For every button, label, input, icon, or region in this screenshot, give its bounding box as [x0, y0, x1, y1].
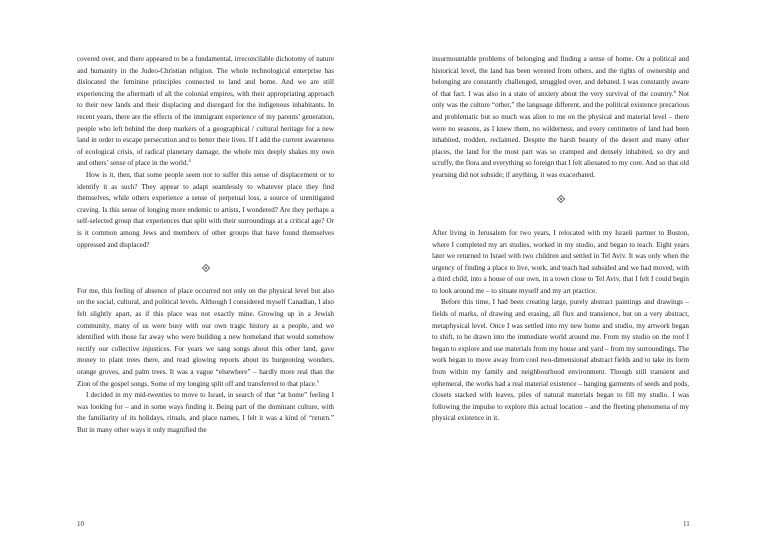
ornament-icon	[201, 264, 209, 272]
right-text-column	[432, 54, 689, 425]
section-divider	[77, 251, 334, 286]
footnote-marker: 5	[316, 378, 319, 384]
page-number: 11	[683, 520, 690, 528]
paragraph-left-3: For me, this feeling of absence of place occurred not only on the physical level but also on the social, cultural, and political levels. Although I considered myself Canadian, I also felt slightly apart, as if this place was not exactly mine. Growing up in a Jewish community, many of us were busy with our own tragic history as a people, and we identified with those far away who were building a new homeland that would somehow rectify our collective injustices. For years we sang songs about this other land, gave money to plant trees there, and read glowing reports about its burgeoning wonders, orange groves, and palm trees. It was a vague “elsewhere” – hardly more real than the Zion of the gospel songs. Some of my longing split off and transferred to that place.$^5$	[77, 286, 334, 388]
paragraph-left-2: How is it, then, that some people seem not to suffer this sense of displacement or to identify it as such? They appear to adapt seamlessly to whatever place they find themselves, while others experience a sense of perpetual loss, a source of unmitigated craving. Is this sense of longing more endemic to artists, I wondered? Are they perhaps a self-selected group that experiences that split with their surroundings at a critical age? Or is it common among Jews and members of other groups that have found themselves oppressed and displaced?	[77, 170, 334, 249]
right-page	[384, 0, 768, 552]
paragraph-left-4: I decided in my mid-twenties to move to Israel, in search of that “at home” feeling I was looking for – and in some ways finding it. Being part of the dominant culture, with the familiarity of its holidays, rituals, and place names, I felt it was a kind of “return.” But in many other ways it only magnified the	[77, 391, 334, 435]
paragraph-left-1: covered over, and there appeared to be a fundamental, irreconcilable dichotomy of nature and humanity in the Judeo-Christian religion. The whole technological enterprise has dislocated the feminine principles connected to land and home. And we are still experiencing the aftermath of all the colonial empires, with their appropriating approach to their new lands and their displacing and disregard for the indigenous inhabitants. In recent years, there are the effects of the immigrant experience of my parents’ generation, people who left behind the deep markers of a geographical / cultural heritage for a new land in order to escape persecution and to better their lives. If I add the current awareness of ecological crisis, of radical planetary damage, the whole mix deeply shakes my own and others’ sense of place in the world.$^4$	[77, 55, 334, 168]
section-divider	[432, 182, 689, 217]
paragraph-right-1: insurmountable problems of belonging and finding a sense of home. On a political and historical level, the land has been wrested from others, and the rights of ownership and belonging are constantly challenged, struggled over, and debated. I was constantly aware of that fact. I was also in a state of anxiety about the very survival of the country.$^6$ Not only was the culture “other,” the language different, and the political existence precarious and problematic but so much was alien to me on the physical and material level – there were no seasons, as I knew them, no wilderness, and every centimetre of land had been inhabited, trodden, reclaimed. Despite the harsh beauty of the desert and many other places, the land for the most part was so cramped and densely inhabited, so dry and scruffy, the flora and everything so foreign that I felt alienated to my core. And so that old yearning did not subside; if anything, it was exacerbated.	[432, 55, 689, 179]
footnote-marker: 6	[673, 88, 676, 94]
ornament-icon	[556, 195, 564, 203]
paragraph-right-3: Before this time, I had been creating large, purely abstract paintings and drawings – fields of marks, of drawing and erasing, all flux and transience, but on a very abstract, metaphysical level. Once I was settled into my new home and studio, my artwork began to shift, to be drawn into the immediate world around me. From my studio on the roof I began to explore and use materials from my house and yard – from my surroundings. The work began to move away from cool two-dimensional abstract fields and to take its form from within my family and neighbourhood environment. Though still transient and ephemeral, the works had a real material existence – hanging garments of seeds and pods, closets stacked with leaves, piles of natural materials began to fill my studio. I was following the impulse to explore this actual location – and the fleeting phenomena of my physical existence in it.	[432, 298, 689, 423]
page-number: 10	[77, 520, 84, 528]
paragraph-right-2: After living in Jerusalem for two years, I relocated with my Israeli partner to Boston, where I completed my art studies, worked in my studio, and began to teach. Eight years later we returned to Israel with two children and settled in Tel Aviv. It was only when the urgency of finding a place to live, work, and teach had subsided and we had moved, with a third child, into a house of our own, in a town close to Tel Aviv, that I felt I could begin to look around me – to situate myself and my art practice.	[432, 228, 689, 295]
left-text-column	[77, 54, 334, 437]
footnote-marker: 4	[188, 158, 191, 164]
